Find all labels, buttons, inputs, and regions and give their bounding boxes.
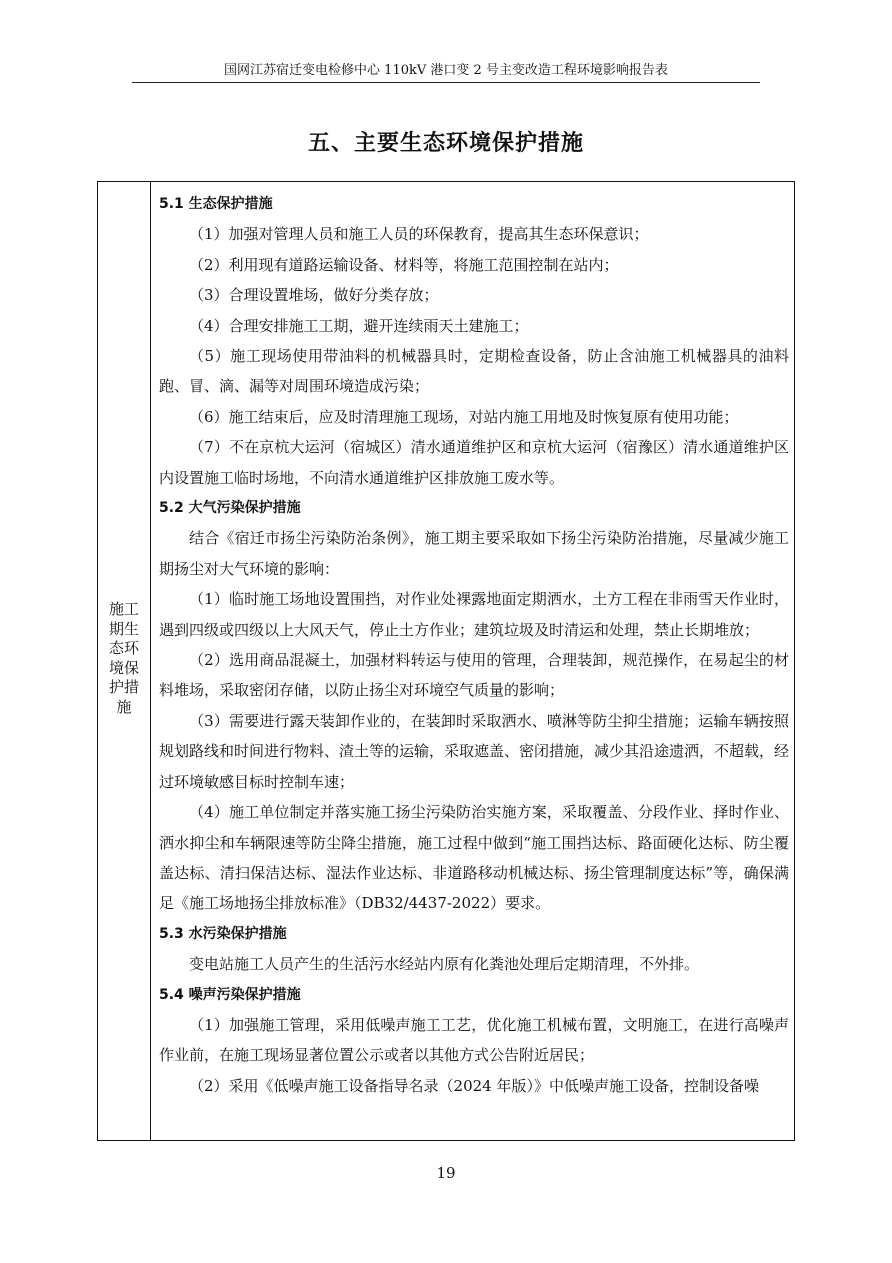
row-label: 施工期生态环境保护措施 bbox=[108, 600, 139, 716]
paragraph: （4）施工单位制定并落实施工扬尘污染防治实施方案，采取覆盖、分段作业、择时作业、洒水抑尘和车辆限速等防尘降尘措施，施工过程中做到“施工围挡达标、路面硬化达标、防尘覆盖达标、清扫保洁达标、湿法作业达标、非道路移动机械达标、扬尘管理制度达标”等，确保满足《施工场地扬尘排放标准》（DB32/4437-2022）要求。 bbox=[159, 803, 789, 913]
paragraph: （3）需要进行露天装卸作业的，在装卸时采取洒水、喷淋等防尘抑尘措施；运输车辆按照规划路线和时间进行物料、渣土等的运输，采取遮盖、密闭措施，减少其沿途遗洒，不超载，经过环境敏感目标时控制车速； bbox=[159, 711, 790, 791]
content-cell bbox=[159, 189, 789, 1101]
page-header: 国网江苏宿迁变电检修中心 110kV 港口变 2 号主变改造工程环境影响报告表 bbox=[224, 63, 668, 78]
section-heading-5-1: 5.1 生态保护措施 bbox=[159, 196, 273, 212]
section-heading-5-4: 5.4 噪声污染保护措施 bbox=[159, 986, 301, 1003]
paragraph: （6）施工结束后，应及时清理施工现场，对站内施工用地及时恢复原有使用功能； bbox=[189, 407, 739, 426]
section-heading-5-2: 5.2 大气污染保护措施 bbox=[159, 500, 301, 517]
paragraph: （7）不在京杭大运河（宿城区）清水通道维护区和京杭大运河（宿豫区）清水通道维护区内设置施工临时场地，不向清水通道维护区排放施工废水等。 bbox=[159, 438, 789, 487]
paragraph: （3）合理设置堆场，做好分类存放； bbox=[189, 286, 439, 305]
paragraph: （1）加强施工管理，采用低噪声施工工艺，优化施工机械布置，文明施工，在进行高噪声作业前，在施工现场显著位置公示或者以其他方式公告附近居民； bbox=[159, 1015, 789, 1065]
paragraph: （2）利用现有道路运输设备、材料等，将施工范围控制在站内； bbox=[189, 255, 619, 274]
paragraph: 结合《宿迁市扬尘污染防治条例》，施工期主要采取如下扬尘污染防治措施，尽量减少施工期扬尘对大气环境的影响： bbox=[159, 529, 789, 578]
paragraph: （4）合理安排施工工期，避开连续雨天土建施工； bbox=[189, 316, 529, 335]
page-title: 五、主要生态环境保护措施 bbox=[307, 131, 584, 156]
paragraph: （5）施工现场使用带油料的机械器具时，定期检查设备，防止含油施工机械器具的油料跑、冒、滴、漏等对周围环境造成污染； bbox=[159, 347, 789, 396]
section-heading-5-3: 5.3 水污染保护措施 bbox=[159, 925, 287, 942]
header-rule bbox=[132, 82, 760, 83]
paragraph: （2）选用商品混凝土，加强材料转运与使用的管理，合理装卸，规范操作，在易起尘的材料堆场，采取密闭存储，以防止扬尘对环境空气质量的影响； bbox=[159, 651, 789, 700]
measures-table bbox=[97, 181, 795, 1141]
row-label-cell bbox=[98, 182, 151, 1140]
paragraph: （1）临时施工场地设置围挡，对作业处裸露地面定期洒水，土方工程在非雨雪天作业时，遇到四级或四级以上大风天气，停止土方作业；建筑垃圾及时清运和处理，禁止长期堆放； bbox=[159, 590, 789, 639]
paragraph: （2）采用《低噪声施工设备指导名录（2024 年版）》中低噪声施工设备，控制设备噪 bbox=[189, 1076, 759, 1095]
paragraph: （1）加强对管理人员和施工人员的环保教育，提高其生态环保意识； bbox=[189, 225, 649, 244]
paragraph: 变电站施工人员产生的生活污水经站内原有化粪池处理后定期清理，不外排。 bbox=[189, 955, 700, 974]
page-number: 19 bbox=[436, 1164, 456, 1182]
